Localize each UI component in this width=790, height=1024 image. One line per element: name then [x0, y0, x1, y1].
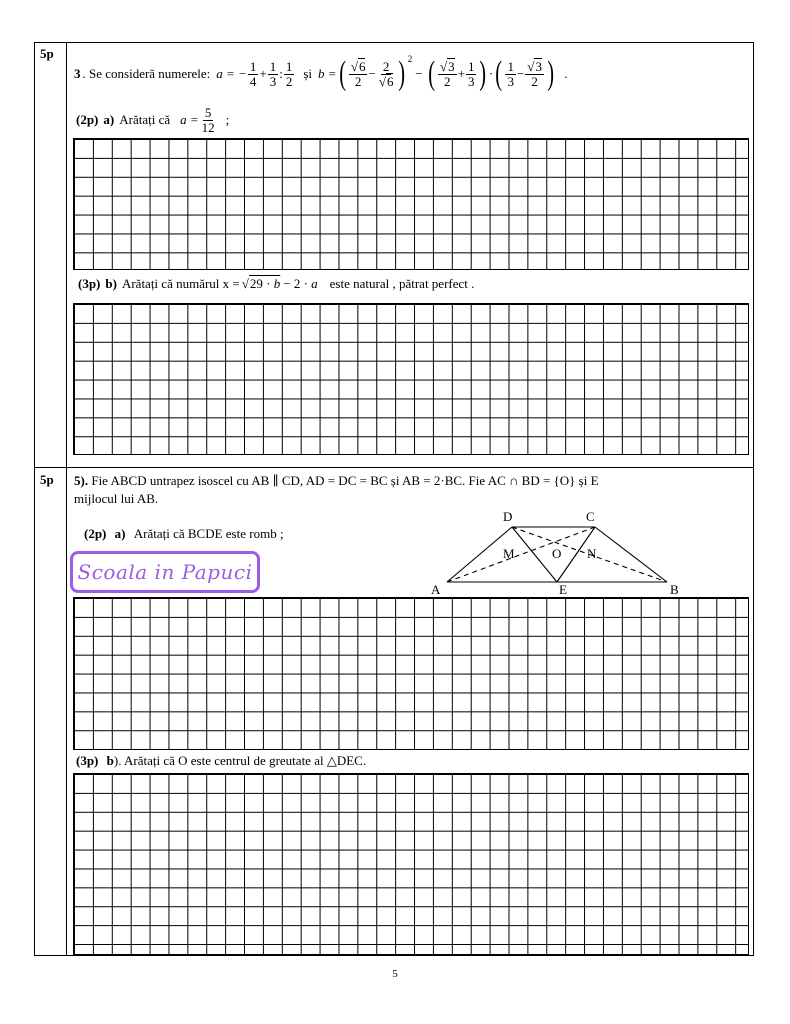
label-E: E: [559, 582, 567, 597]
problem5-number: 5).: [74, 473, 89, 488]
label-N: N: [587, 546, 597, 561]
problem5-part-b: [76, 753, 366, 769]
label-D: D: [503, 509, 513, 524]
a-definition-label: a = −: [216, 66, 247, 81]
fraction-1-3-b: $\frac{1}{3}$: [467, 58, 475, 89]
answer-grid-3b[interactable]: [73, 303, 749, 455]
part-b-text: Arătați că numărul x =: [121, 276, 240, 291]
part-a-text: Arătați că: [119, 112, 171, 127]
problem5-points: 5p: [40, 472, 54, 487]
part-a-letter: a): [103, 112, 115, 127]
p5-part-b-points: (3p): [76, 753, 99, 768]
page-number: 5: [392, 968, 398, 980]
p5-part-a-letter: a): [114, 526, 126, 541]
fraction-2-sqrt6: $\frac{2}{√6}$: [378, 58, 394, 89]
problem5-part-a: [84, 526, 284, 542]
problem3-part-a: (2p) a) Arătați că a = $\frac{5}{12}$ ;: [76, 104, 230, 135]
b-definition-label: b =: [317, 66, 337, 81]
part-a-points: (2p): [76, 112, 99, 127]
answer-grid-3a[interactable]: [73, 138, 749, 270]
fraction-1-3: $\frac{1}{3}$: [269, 58, 277, 89]
fraction-sqrt3-2-b: $\frac{√3}{2}$: [527, 58, 542, 89]
label-M: M: [503, 546, 515, 561]
fraction-1-2: $\frac{1}{2}$: [285, 58, 293, 89]
answer-grid-5b[interactable]: [73, 773, 749, 955]
watermark-stamp: Scoala in Papuci: [70, 551, 260, 593]
problem5-statement: [74, 472, 744, 508]
label-B: B: [670, 582, 679, 597]
p5-part-b-text: ). Arătați că O este centrul de greutate al △DEC.: [113, 753, 367, 768]
part-b-points: (3p): [78, 276, 101, 291]
segment-DE: [512, 527, 557, 582]
problem5-statement-line2: mijlocul lui AB.: [74, 491, 159, 506]
problem5-statement-line1: Fie ABCD untrapez isoscel cu AB ∥ CD, AD = DC = BC și AB = 2·BC. Fie AC ∩ BD = {O} și E: [91, 473, 599, 488]
label-C: C: [586, 509, 595, 524]
points-column-divider: [66, 42, 67, 956]
problem3-part-b: (3p) b) Arătați că numărul x = $√29 \cdot \overline{b}$ − 2 · a este natural , pătrat perfect .: [78, 276, 475, 291]
fraction-1-4: $\frac{1}{4}$: [249, 58, 257, 89]
fraction-5-12: $\frac{5}{12}$: [201, 104, 215, 135]
p5-part-a-points: (2p): [84, 526, 107, 541]
problem3-points: 5p: [40, 46, 54, 61]
part-b-tail: este natural , pătrat perfect .: [329, 276, 475, 291]
segment-CB: [595, 527, 667, 582]
fraction-sqrt6-2: $\frac{√6}{2}$: [350, 58, 366, 89]
part-b-letter: b): [105, 276, 117, 291]
label-A: A: [431, 582, 441, 597]
part-a-tail: ;: [225, 112, 230, 127]
section-divider: [34, 467, 754, 468]
fraction-sqrt3-2: $\frac{√3}{2}$: [439, 58, 455, 89]
and-word: și: [303, 66, 312, 81]
segment-AC: [447, 527, 595, 582]
problem3-statement: 3 . Se consideră numerele: a = − $\frac{1}{4}$ + $\frac{1}{3}$ : $\frac{1}{2}$ și b = ( $\frac{√6}{2}$ − $\frac{2}{√6}$ ) $^2$ − ( $\frac{√3}{2}$ + $\frac{1}{3}$ ) · ( $\frac{1}{3}$ − $\frac{√3}{2}$ ) .: [74, 54, 568, 92]
p5-part-a-text: Arătați că BCDE este romb ;: [133, 526, 284, 541]
problem3-number: 3: [74, 66, 81, 81]
problem3-intro: . Se consideră numerele:: [82, 66, 211, 81]
fraction-1-3-c: $\frac{1}{3}$: [507, 58, 514, 89]
trapezoid-diagram: [425, 505, 695, 600]
answer-grid-5a[interactable]: [73, 597, 749, 750]
label-O: O: [552, 546, 562, 561]
p5-part-b-letter: b: [106, 753, 114, 768]
